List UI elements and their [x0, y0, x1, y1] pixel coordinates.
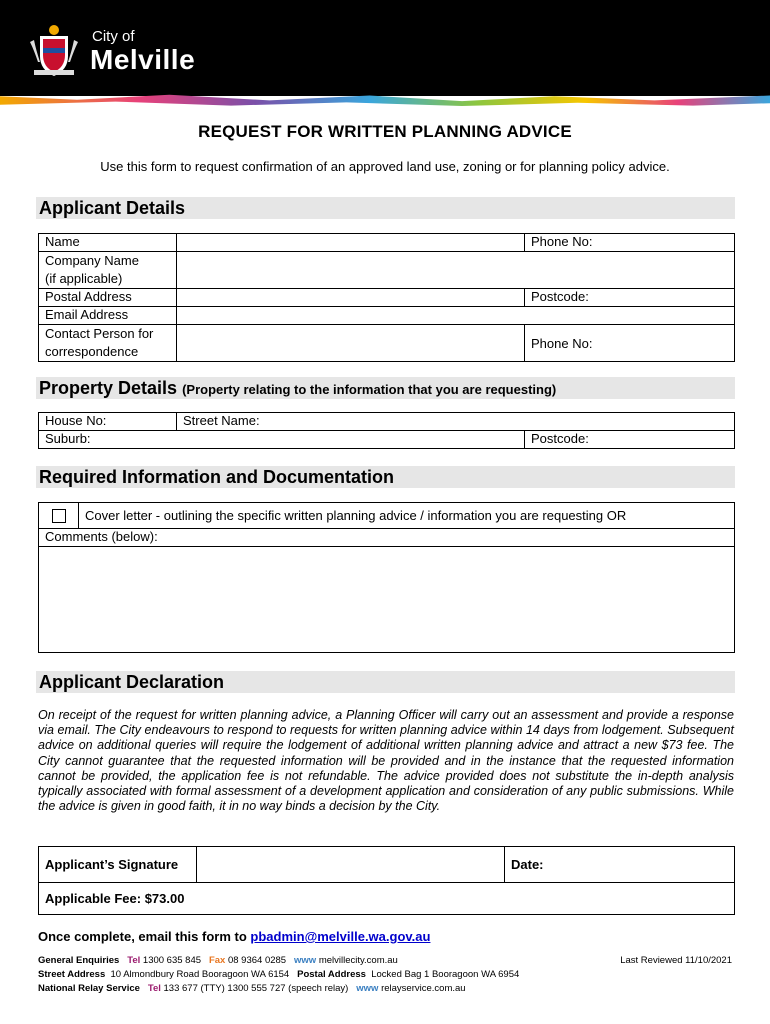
property-postcode-label[interactable]: Postcode: [525, 431, 735, 449]
property-details-table [38, 412, 735, 449]
suburb-label[interactable]: Suburb: [39, 431, 525, 449]
contact-person-label: Contact Person for correspondence [39, 325, 177, 362]
email-label: Email Address [39, 307, 177, 325]
cover-letter-label: Cover letter - outlining the specific written planning advice / information you are requesting OR [79, 503, 735, 529]
postal-address-field[interactable] [177, 289, 525, 307]
house-no-label[interactable]: House No: [39, 413, 177, 431]
email-field[interactable] [177, 307, 735, 325]
city-of-label: City of [92, 28, 135, 45]
city-crest-logo [26, 22, 82, 80]
applicant-details-heading: Applicant Details [36, 197, 735, 219]
footer-relay: National Relay Service Tel 133 677 (TTY) 1300 555 727 (speech relay) www relayservice.com.au [38, 983, 466, 994]
required-info-table [38, 502, 735, 653]
footer-address: Street Address 10 Almondbury Road Booragoon WA 6154 Postal Address Locked Bag 1 Booragoon WA 6954 [38, 969, 520, 980]
property-details-heading: Property Details (Property relating to the information that you are requesting) [36, 377, 735, 399]
signature-label: Applicant’s Signature [39, 847, 197, 883]
date-label[interactable]: Date: [505, 847, 735, 883]
name-label: Name [39, 234, 177, 252]
declaration-heading: Applicant Declaration [36, 671, 735, 693]
company-field[interactable] [177, 252, 735, 289]
intro-text: Use this form to request confirmation of an approved land use, zoning or for planning policy advice. [100, 159, 670, 174]
contact-person-field[interactable] [177, 325, 525, 362]
cover-letter-checkbox-cell[interactable] [39, 503, 79, 529]
submit-email-link[interactable]: pbadmin@melville.wa.gov.au [250, 929, 431, 944]
phone-label[interactable]: Phone No: [525, 234, 735, 252]
signature-table [38, 846, 735, 915]
cover-letter-checkbox[interactable] [52, 509, 66, 523]
name-field[interactable] [177, 234, 525, 252]
signature-field[interactable] [197, 847, 505, 883]
melville-wordmark: Melville [90, 44, 196, 75]
applicant-details-table [38, 233, 735, 362]
comments-field[interactable] [39, 547, 735, 653]
page-title: REQUEST FOR WRITTEN PLANNING ADVICE [198, 122, 572, 141]
comments-label: Comments (below): [39, 529, 735, 547]
submit-instructions: Once complete, email this form to pbadmin@melville.wa.gov.au [38, 929, 431, 944]
last-reviewed: Last Reviewed 11/10/2021 [620, 955, 732, 966]
contact-phone-label[interactable]: Phone No: [525, 325, 735, 362]
required-info-heading: Required Information and Documentation [36, 466, 735, 488]
postcode-label[interactable]: Postcode: [525, 289, 735, 307]
footer-general: General Enquiries Tel 1300 635 845 Fax 08 9364 0285 www melvillecity.com.au [38, 955, 398, 966]
declaration-text: On receipt of the request for written planning advice, a Planning Officer will carry out an assessment and provide a response via email. The City endeavours to respond to requests for written planning advice within 14 days from lodgement. Subsequent advice on additional queries will require the lodgement of additional written planning advice and attract a new $73 fee. The City cannot guarantee that the requested information will be provided and in the instance that the requested information cannot be provided, the application fee is not refundable. The advice provided does not substitute the in-depth analysis typically associated with formal assessment of a development application and consideration of any public submissions. While the advice is given in good faith, it in no way binds a decision by the City. [38, 708, 734, 814]
street-name-label[interactable]: Street Name: [177, 413, 735, 431]
company-label: Company Name (if applicable) [39, 252, 177, 289]
applicable-fee: Applicable Fee: $73.00 [39, 883, 735, 915]
postal-address-label: Postal Address [39, 289, 177, 307]
